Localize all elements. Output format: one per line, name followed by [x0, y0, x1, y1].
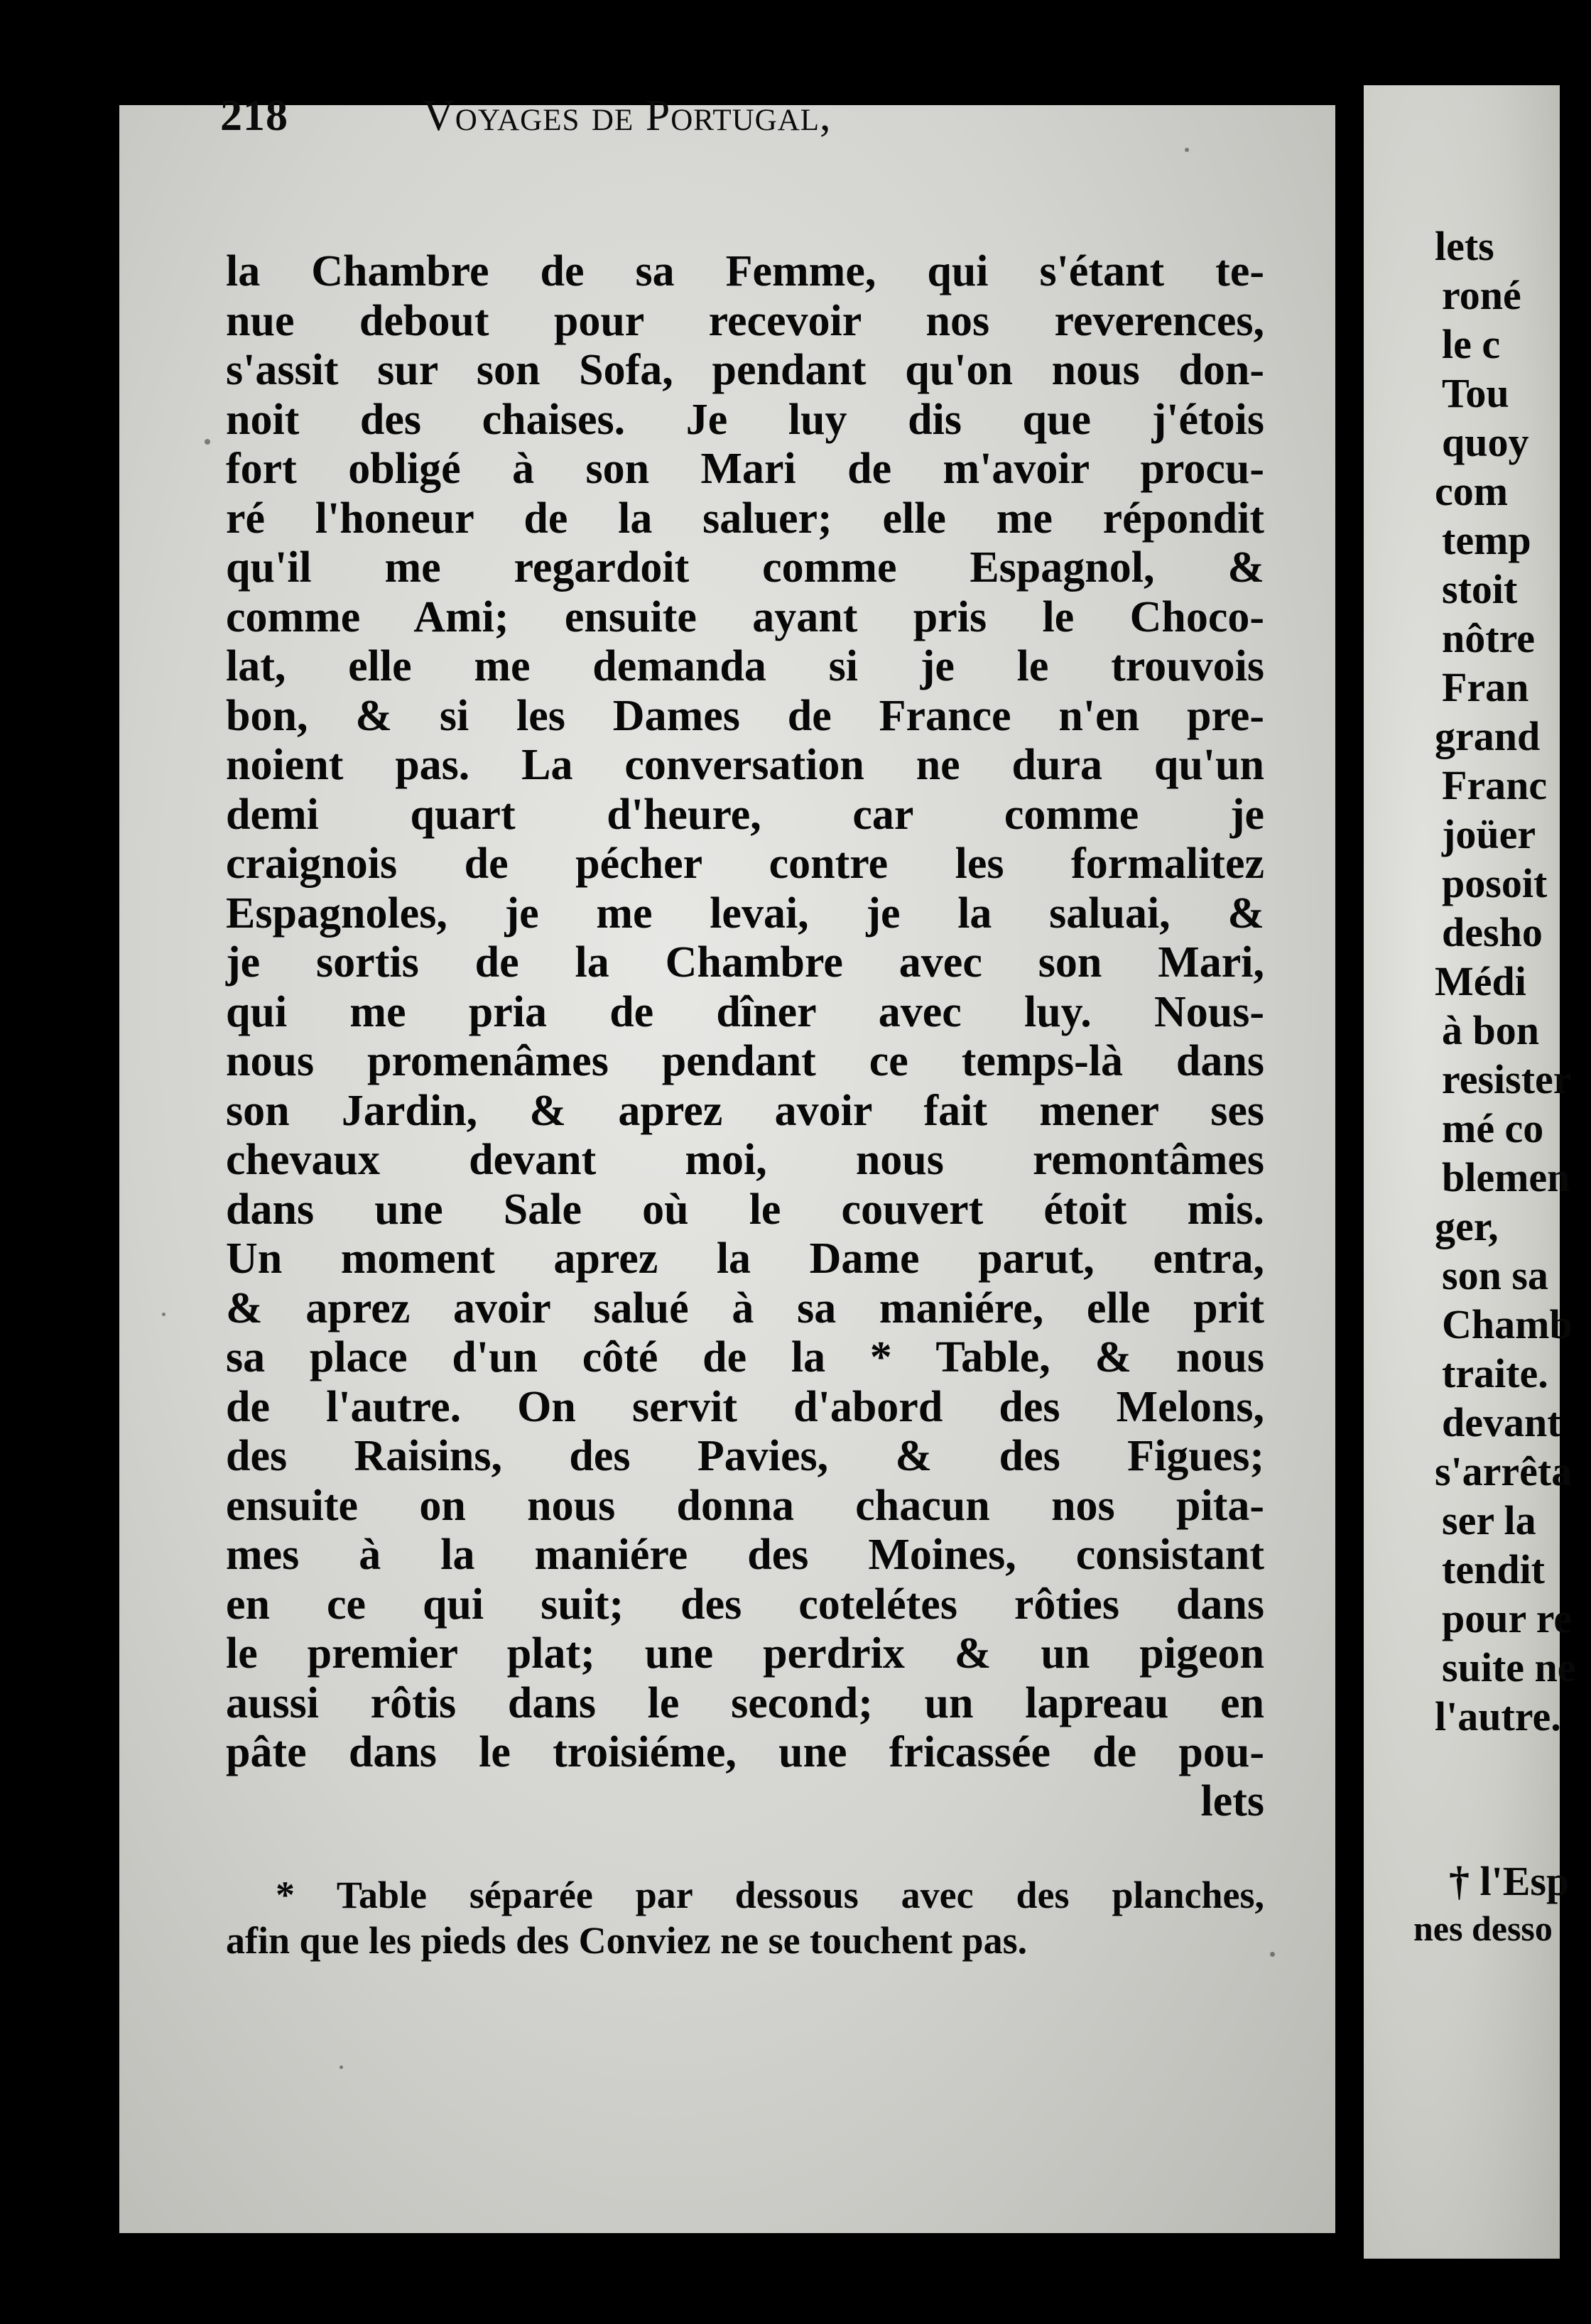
text-line: & aprez avoir salué à sa maniére, elle prit	[226, 1283, 1264, 1332]
text-line: Chamb	[1442, 1301, 1573, 1347]
text-line: noit des chaises. Je luy dis que j'étois	[226, 395, 1264, 444]
text-line: nôtre	[1442, 615, 1536, 661]
text-line: suite ne	[1442, 1644, 1576, 1690]
text-line: pâte dans le troisiéme, une fricassée de pou-	[226, 1728, 1264, 1776]
text-line: qu'il me regardoit comme Espagnol, &	[226, 543, 1264, 592]
text-line: ensuite on nous donna chacun nos pita-	[226, 1481, 1264, 1530]
right-footnote: nes desso	[1413, 1908, 1553, 1948]
text-line: devant	[1442, 1399, 1561, 1445]
text-line: je sortis de la Chambre avec son Mari,	[226, 938, 1264, 987]
footnote-line: afin que les pieds des Conviez ne se touchent pas.	[226, 1919, 1028, 1962]
text-line: com	[1435, 468, 1509, 514]
text-line: mé co	[1442, 1105, 1544, 1151]
text-line: ré l'honeur de la saluer; elle me répondit	[226, 494, 1264, 543]
text-line: blemen	[1442, 1154, 1570, 1200]
text-line: des Raisins, des Pavies, & des Figues;	[226, 1432, 1264, 1480]
text-line: grand	[1435, 713, 1541, 759]
text-line: nous promenâmes pendant ce temps-là dans	[226, 1037, 1264, 1085]
text-line: bon, & si les Dames de France n'en pre-	[226, 691, 1264, 740]
text-line: craignois de pécher contre les formalitez	[226, 840, 1264, 888]
text-line: son sa	[1442, 1252, 1548, 1298]
text-line: lets	[1435, 223, 1494, 269]
text-line: à bon	[1442, 1007, 1540, 1053]
text-line: s'arrêta	[1435, 1448, 1573, 1494]
text-line: de l'autre. On servit d'abord des Melons,	[226, 1382, 1264, 1431]
text-line: Franc	[1442, 762, 1548, 808]
text-line: ger,	[1435, 1203, 1499, 1249]
text-line: Médi	[1435, 958, 1526, 1004]
text-line: tendit	[1442, 1546, 1545, 1592]
text-line: Tou	[1442, 370, 1509, 416]
text-line: temp	[1442, 517, 1531, 563]
text-line: la Chambre de sa Femme, qui s'étant te-	[226, 247, 1264, 295]
running-title: Voyages de Portugal,	[423, 92, 832, 140]
right-footnote: † l'Esp	[1449, 1858, 1570, 1904]
text-line: ser la	[1442, 1497, 1536, 1543]
text-line: posoit	[1442, 860, 1548, 906]
text-line: stoit	[1442, 566, 1518, 612]
text-line: en ce qui suit; des cotelétes rôties dans	[226, 1580, 1264, 1629]
text-line: resister	[1442, 1056, 1572, 1102]
footnote-line: * Table séparée par dessous avec des planches,	[276, 1874, 1264, 1916]
text-line: l'autre.	[1435, 1693, 1561, 1739]
text-line: Un moment aprez la Dame parut, entra,	[226, 1234, 1264, 1283]
text-line: le c	[1442, 321, 1501, 367]
text-line: pour re	[1442, 1595, 1573, 1641]
text-line: son Jardin, & aprez avoir fait mener ses	[226, 1086, 1264, 1135]
text-line: joüer	[1442, 811, 1536, 857]
text-line: mes à la maniére des Moines, consistant	[226, 1531, 1264, 1579]
text-line: Fran	[1442, 664, 1529, 710]
text-line: traite.	[1442, 1350, 1548, 1396]
text-line: dans une Sale où le couvert étoit mis.	[226, 1185, 1264, 1234]
text-line: s'assit sur son Sofa, pendant qu'on nous don-	[226, 346, 1264, 394]
text-line: comme Ami; ensuite ayant pris le Choco-	[226, 592, 1264, 641]
text-line: le premier plat; une perdrix & un pigeon	[226, 1629, 1264, 1678]
text-line: chevaux devant moi, nous remontâmes	[226, 1136, 1264, 1184]
text-line: fort obligé à son Mari de m'avoir procu-	[226, 445, 1264, 493]
text-line: noient pas. La conversation ne dura qu'un	[226, 741, 1264, 789]
text-line: demi quart d'heure, car comme je	[226, 790, 1264, 839]
text-line: Espagnoles, je me levai, je la saluai, &	[226, 889, 1264, 938]
text-line: desho	[1442, 909, 1543, 955]
text-line: lat, elle me demanda si je le trouvois	[226, 642, 1264, 690]
text-line: aussi rôtis dans le second; un lapreau en	[226, 1678, 1264, 1727]
text-line: quoy	[1442, 419, 1529, 465]
text-line: sa place d'un côté de la * Table, & nous	[226, 1333, 1264, 1381]
running-header	[220, 91, 1286, 148]
text-line: nue debout pour recevoir nos reverences,	[226, 296, 1264, 345]
page-number: 218	[220, 92, 288, 140]
text-line: roné	[1442, 272, 1521, 318]
catchword: lets	[1200, 1777, 1264, 1825]
text-line: qui me pria de dîner avec luy. Nous-	[226, 987, 1264, 1036]
